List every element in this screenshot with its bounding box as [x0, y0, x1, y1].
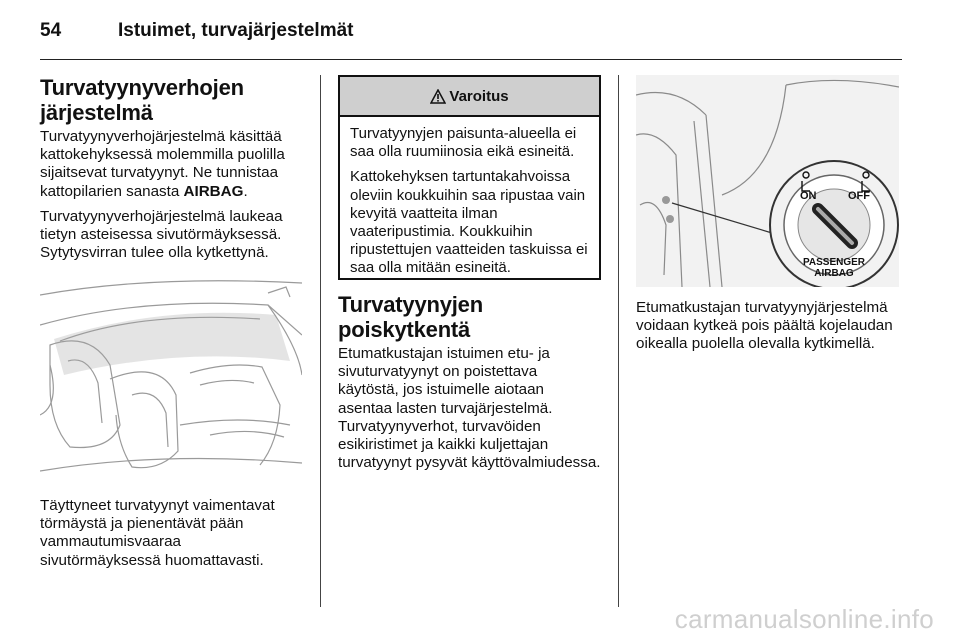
right-column [636, 299, 902, 354]
left-column [40, 75, 302, 262]
warning-paragraph-1: Turvatyynyjen paisunta-alueella ei saa olla ruumiinosia eikä esineitä. [350, 125, 577, 161]
chapter-title: Istuimet, turvajärjestelmät [118, 20, 354, 41]
switch-caption: Etumatkustajan turvatyynyjärjestelmä voidaan kytkeä pois päältä kojelaudan oikealla puolella olevalla kytkimellä. [636, 299, 893, 353]
header-rule [40, 59, 902, 60]
warning-paragraph-2: Kattokehyksen tartuntakahvoissa oleviin koukkuihin saa ripustaa vain kevyitä vaatteita ilman vaateripustimia. Koukkuihin ripustettujen vaatteiden taskuissa ei saa olla mitään esineitä. [350, 168, 588, 277]
switch-passenger-label: PASSENGER [802, 257, 866, 268]
switch-airbag-label: AIRBAG [814, 268, 854, 279]
curtain-airbag-heading: Turvatyynyverhojen järjestelmä [40, 75, 244, 125]
switch-on-label: ON [800, 190, 817, 202]
curtain-airbag-paragraph-1: Turvatyynyverhojärjestelmä käsittää kattokehyksessä molemmilla puolilla sijaitsevat turvatyynyt. Ne tunnistaa kattopilarien sanasta AIRBAG. [40, 128, 285, 200]
page-number: 54 [40, 20, 62, 41]
airbag-deactivation-paragraph: Etumatkustajan istuimen etu- ja sivuturvatyynyt on poistettava käytöstä, jos istuimelle aiotaan asentaa lasten turvajärjestelmä. Turvatyynyverhot, turvavöiden esikiristimet ja kaikki kuljettajan turvatyynyt pysyvät käyttövalmiudessa. [338, 345, 601, 472]
curtain-airbag-illustration [40, 275, 302, 487]
warning-title: Varoitus [449, 87, 509, 105]
airbag-keyword: AIRBAG [183, 182, 244, 200]
warning-box [338, 75, 601, 280]
column-divider-right [618, 75, 619, 607]
switch-off-label: OFF [848, 190, 870, 202]
warning-body [340, 117, 599, 278]
warning-triangle-icon [430, 89, 446, 104]
illustration-caption-block [40, 497, 302, 570]
airbag-deactivation-heading: Turvatyynyjen poiskytkentä [338, 292, 483, 342]
middle-column [338, 292, 602, 472]
illustration-caption: Täyttyneet turvatyynyt vaimentavat törmäystä ja pienentävät pään vammautumisvaaraa sivutörmäyksessä huomattavasti. [40, 497, 275, 569]
watermark: carmanualsonline.info [674, 604, 934, 634]
passenger-airbag-switch-illustration [636, 75, 899, 287]
warning-header [340, 77, 599, 117]
curtain-airbag-paragraph-2: Turvatyynyverhojärjestelmä laukeaa tietyn asteisessa sivutörmäyksessä. Sytytysvirran tulee olla kytkettynä. [40, 207, 283, 262]
column-divider-left [320, 75, 321, 607]
